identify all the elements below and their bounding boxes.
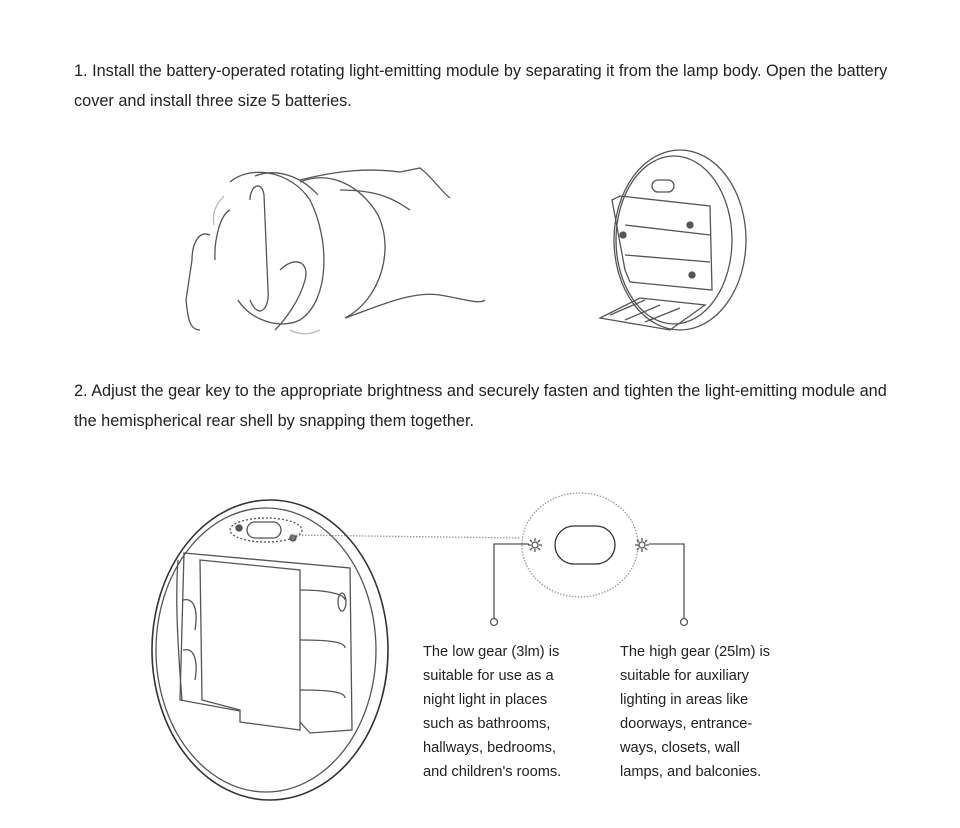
low-gear-line: and children's rooms. xyxy=(423,764,562,780)
high-gear-line: doorways, entrance- xyxy=(620,716,753,732)
low-gear-line: suitable for use as a xyxy=(423,668,554,684)
high-gear-line: lighting in areas like xyxy=(620,692,749,708)
high-gear-line: The high gear (25lm) is xyxy=(620,644,771,660)
low-gear-description xyxy=(423,640,603,784)
high-gear-sun-icon xyxy=(635,538,649,552)
battery-compartment-open-illustration xyxy=(600,150,746,330)
low-gear-line: hallways, bedrooms, xyxy=(423,740,557,756)
hands-rotating-module-illustration xyxy=(186,168,485,334)
low-gear-sun-icon xyxy=(528,538,542,552)
high-gear-line: suitable for auxiliary xyxy=(620,668,749,684)
low-gear-line: night light in places xyxy=(423,692,548,708)
high-gear-description xyxy=(620,640,800,784)
step-2-text: 2. Adjust the gear key to the appropriate brightness and securely fasten and tighten the light-emitting module and the hemispherical rear shell by snapping them together. xyxy=(74,382,887,430)
step-1-text: 1. Install the battery-operated rotating light-emitting module by separating it from the lamp body. Open the battery cover and install three size 5 batteries. xyxy=(74,62,888,110)
high-gear-line: lamps, and balconies. xyxy=(620,764,762,780)
gear-switch-detail-diagram xyxy=(491,493,688,626)
low-gear-line: such as bathrooms, xyxy=(423,716,551,732)
high-gear-pointer-line xyxy=(649,544,684,618)
high-gear-line: ways, closets, wall xyxy=(620,740,741,756)
low-gear-line: The low gear (3lm) is xyxy=(423,644,560,660)
